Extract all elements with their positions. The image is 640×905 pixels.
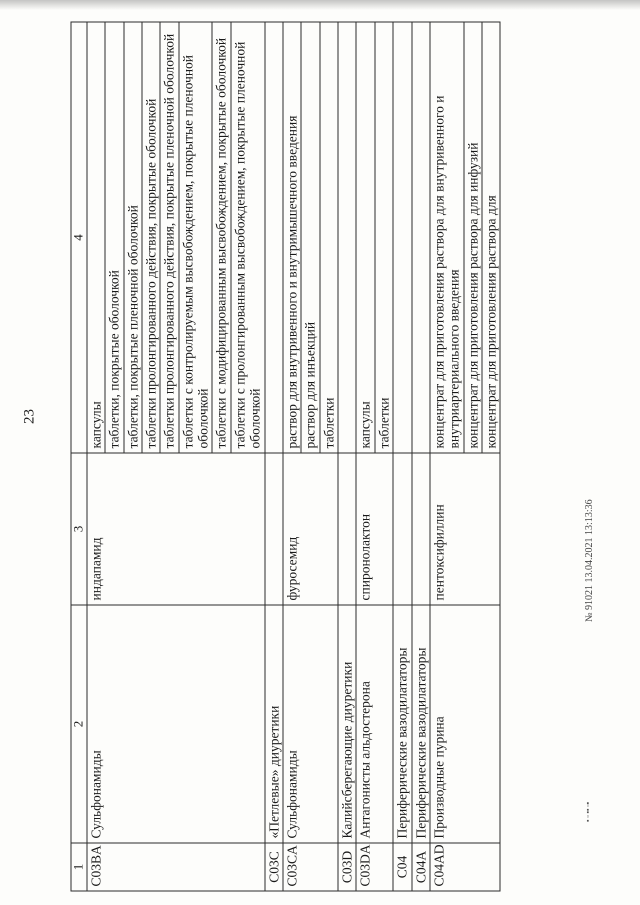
- dosage-form-cell: капсулы: [356, 22, 374, 453]
- dosage-form-cell: таблетки с контролируемым высвобождением, покрытые пленочной оболочкой: [178, 22, 212, 453]
- dosage-form-cell: [393, 22, 411, 453]
- code-cell: C03C: [264, 843, 282, 891]
- scan-edge: [0, 0, 640, 10]
- column-header: 4: [71, 22, 87, 453]
- table-row: [86, 22, 104, 891]
- dosage-form-cell: раствор для инъекций: [301, 22, 319, 453]
- dosage-form-cell: [264, 22, 282, 453]
- code-cell: C03BA: [86, 843, 264, 891]
- group-name-cell: «Петлевые» диуретики: [264, 605, 282, 843]
- drug-cell: фуросемид: [282, 453, 337, 605]
- dosage-form-cell: таблетки пролонгированного действия, покрытые оболочкой: [141, 22, 159, 453]
- table-container: [70, 22, 590, 891]
- drug-cell: спиронолактон: [356, 453, 393, 605]
- dosage-form-cell: раствор для внутривенного и внутримышечного введения: [282, 22, 300, 453]
- table-row: [393, 22, 411, 891]
- table-row: [282, 22, 300, 891]
- code-cell: C04A: [411, 843, 429, 891]
- column-header: 3: [71, 453, 87, 605]
- dosage-form-cell: таблетки: [374, 22, 392, 453]
- group-name-cell: Производные пурина: [429, 605, 500, 843]
- group-name-cell: Периферические вазодилататоры: [393, 605, 411, 843]
- drug-classification-table: [70, 21, 500, 891]
- drug-cell: [393, 453, 411, 605]
- column-header: 1: [71, 843, 87, 891]
- dosage-form-cell: таблетки: [319, 22, 337, 453]
- document-footer: № 91021 13.04.2021 13:13:36: [584, 499, 595, 622]
- table-row: [411, 22, 429, 891]
- dosage-form-cell: таблетки пролонгированного действия, покрытые пленочной оболочкой: [160, 22, 178, 453]
- table-row: [356, 22, 374, 891]
- code-cell: C04: [393, 843, 411, 891]
- dosage-form-cell: концентрат для приготовления раствора для внутривенного и внутриартериального введения: [429, 22, 463, 453]
- group-name-cell: Калийсберегающие диуретики: [338, 605, 356, 843]
- drug-cell: [264, 453, 282, 605]
- dosage-form-cell: таблетки с пролонгированным высвобождением, покрытые пленочной оболочкой: [230, 22, 264, 453]
- dosage-form-cell: капсулы: [86, 22, 104, 453]
- group-name-cell: Сульфонамиды: [86, 605, 264, 843]
- page-number: 23: [21, 409, 38, 424]
- code-cell: C03DA: [356, 843, 393, 891]
- table-row: [429, 22, 463, 891]
- drug-cell: индапамид: [86, 453, 264, 605]
- code-cell: C03D: [338, 843, 356, 891]
- drug-cell: пентоксифиллин: [429, 453, 500, 605]
- drug-cell: [338, 453, 356, 605]
- table-row: [264, 22, 282, 891]
- drug-cell: [411, 453, 429, 605]
- table-row: [338, 22, 356, 891]
- code-cell: C04AD: [429, 843, 500, 891]
- table-body: [86, 22, 500, 891]
- column-header: 2: [71, 605, 87, 843]
- group-name-cell: Периферические вазодилататоры: [411, 605, 429, 843]
- dosage-form-cell: таблетки с модифицированным высвобождением, покрытые оболочкой: [212, 22, 230, 453]
- header-row: [71, 22, 87, 891]
- dosage-form-cell: концентрат для приготовления раствора для: [482, 22, 500, 453]
- group-name-cell: Антагонисты альдостерона: [356, 605, 393, 843]
- code-cell: C03CA: [282, 843, 337, 891]
- dosage-form-cell: [411, 22, 429, 453]
- dosage-form-cell: таблетки, покрытые пленочной оболочкой: [123, 22, 141, 453]
- dosage-form-cell: [338, 22, 356, 453]
- group-name-cell: Сульфонамиды: [282, 605, 337, 843]
- stamp: ▪ ▫ ▪▪ ▫▪: [584, 801, 592, 822]
- dosage-form-cell: концентрат для приготовления раствора для инфузий: [463, 22, 481, 453]
- dosage-form-cell: таблетки, покрытые оболочкой: [105, 22, 123, 453]
